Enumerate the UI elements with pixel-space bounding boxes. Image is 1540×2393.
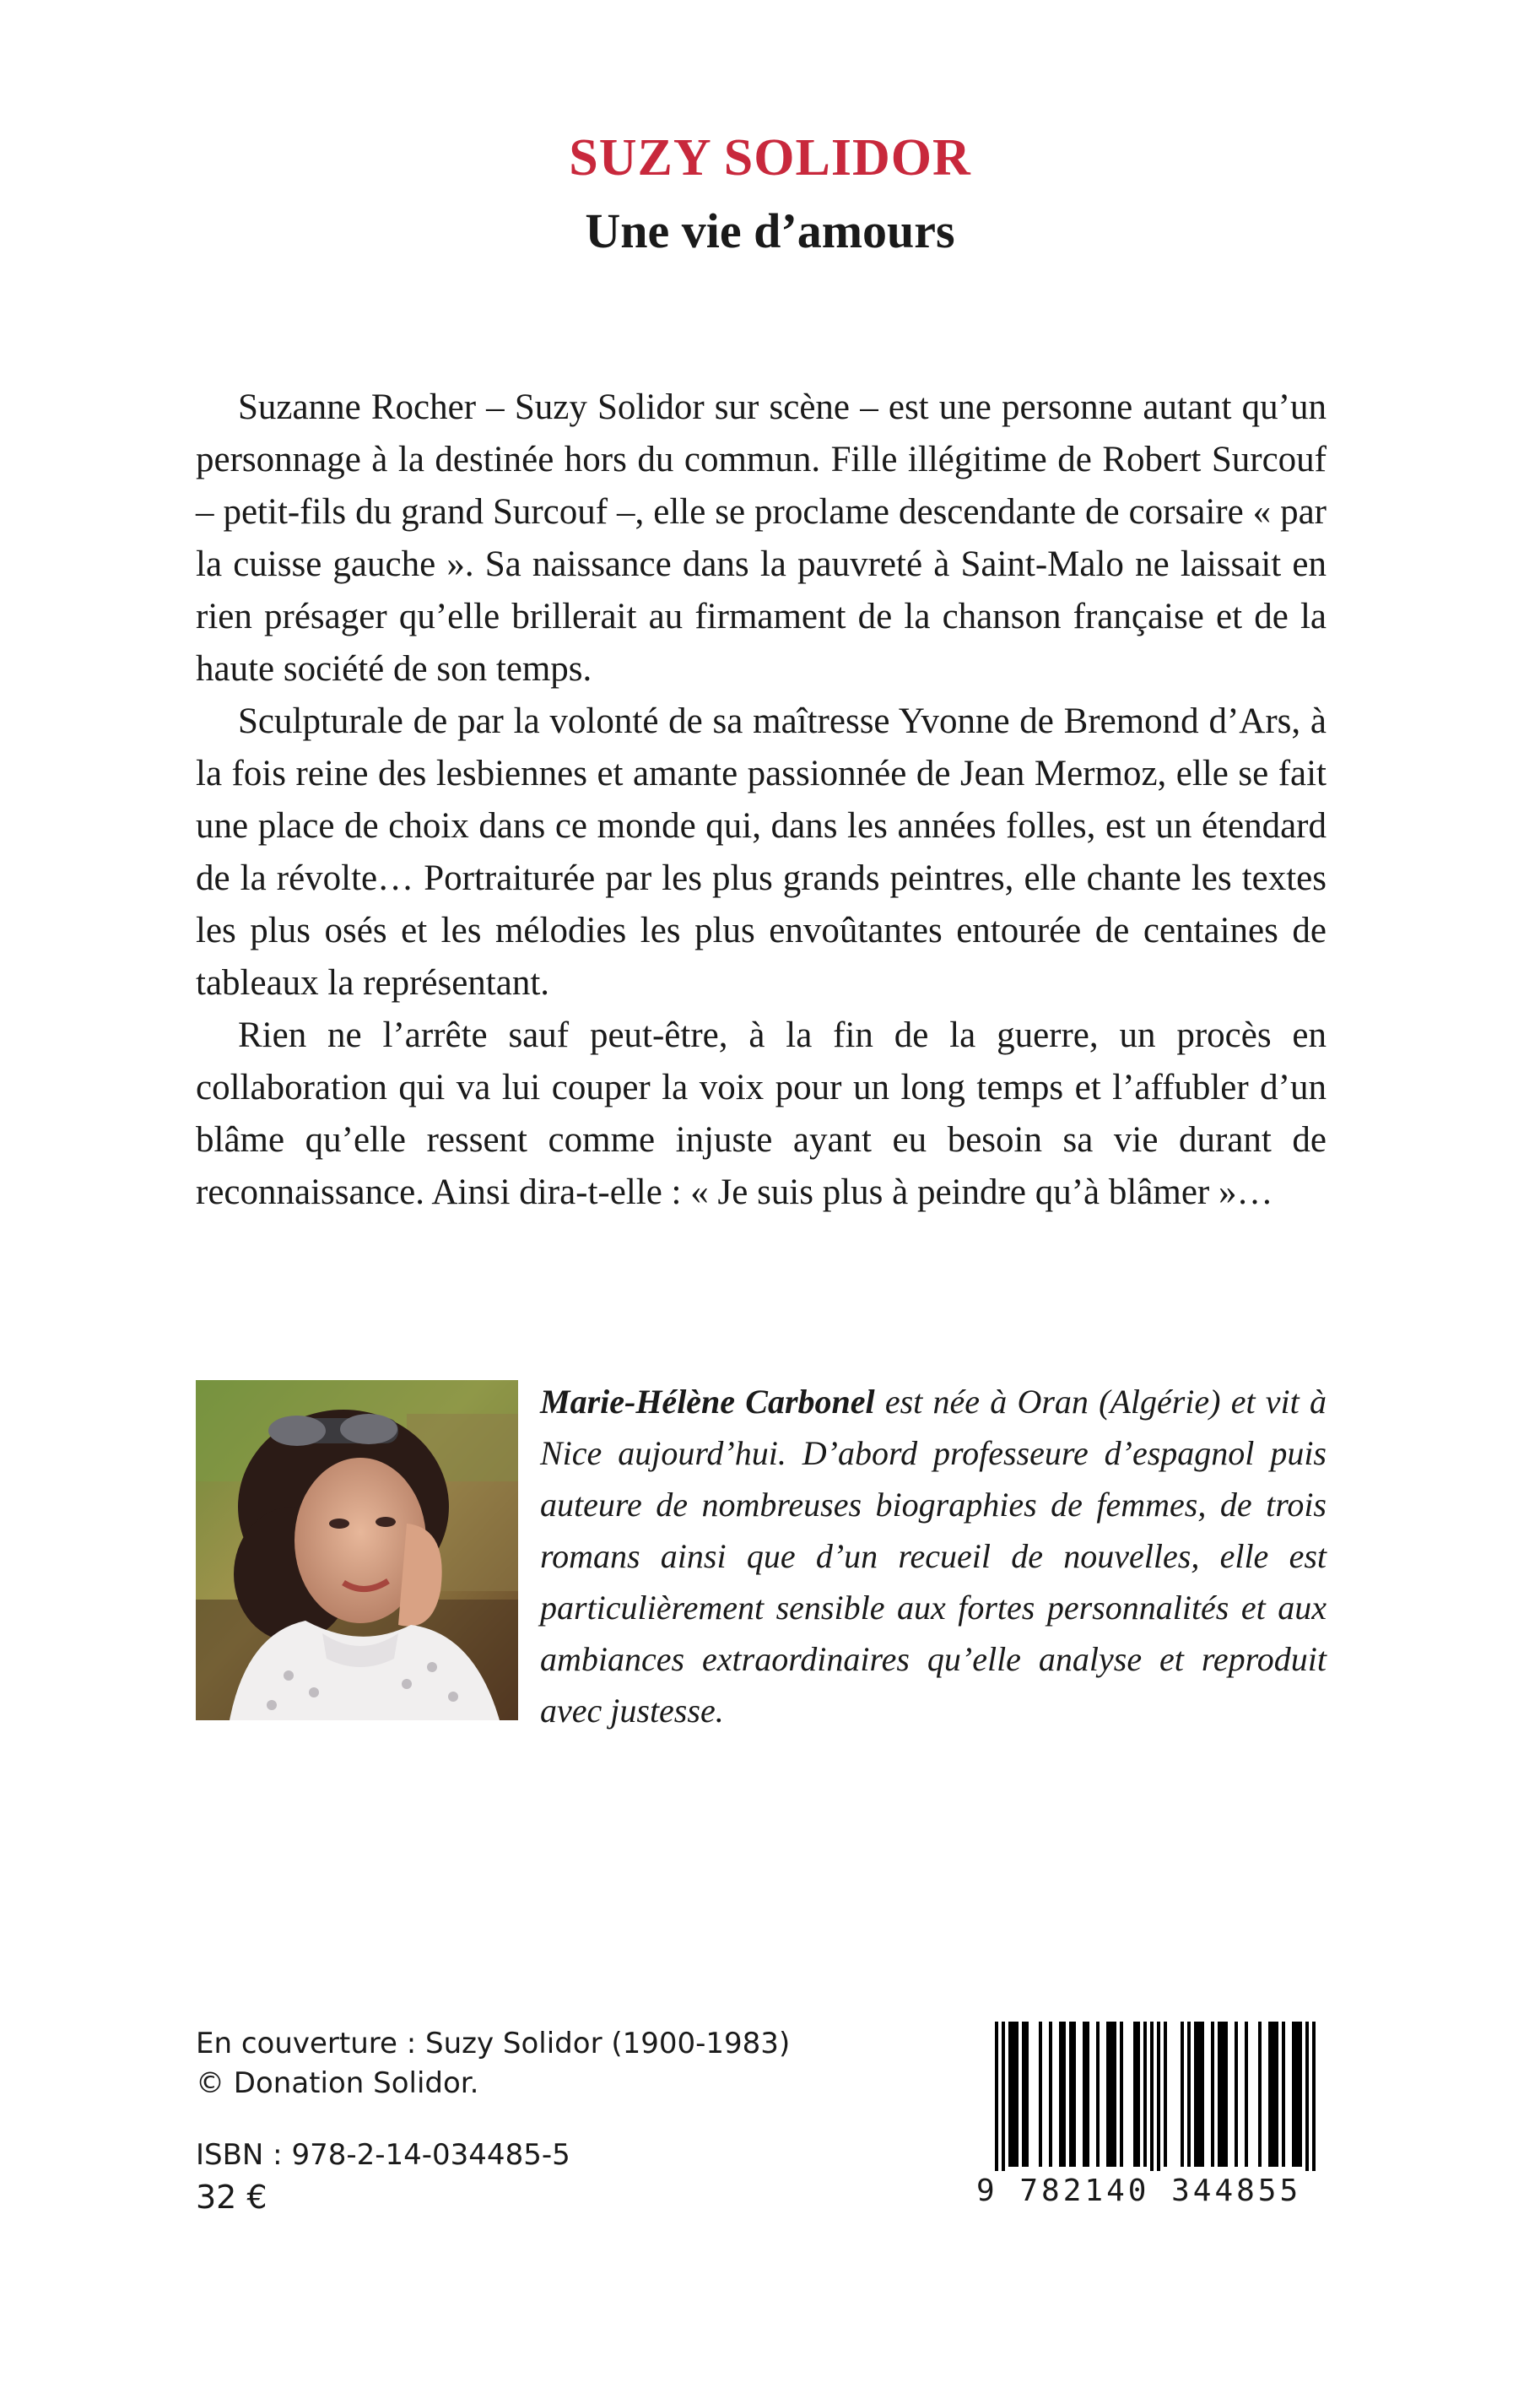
barcode-bar [1194,2022,1197,2167]
blurb-paragraph-2: Sculpturale de par la volonté de sa maîtresse Yvonne de Bremond d’Ars, à la fois reine des lesbiennes et amante passionnée de Jean Mermoz, elle se fait une place de choix dans ce monde qui, dans les années folles, est un étendard de la révolte… Portraiturée par les plus grands peintres, elle chante les textes les plus osés et les mélodies les plus envoûtantes entourée de centaines de tableaux la représentant. [196,701,1327,1003]
barcode-bar [1268,2022,1272,2167]
barcode-bar [1083,2022,1086,2167]
book-subtitle: Une vie d’amours [585,203,955,258]
barcode-bar [1201,2022,1204,2167]
barcode-bar [1008,2022,1012,2167]
barcode-bar [1120,2022,1123,2167]
barcode-bar [1292,2022,1295,2167]
barcode-bar [1187,2022,1191,2167]
barcode-bar [1150,2022,1154,2182]
barcode-bar [1012,2022,1015,2167]
barcode-bar [1299,2022,1302,2167]
cover-credit-line: En couverture : Suzy Solidor (1900-1983) [196,2027,791,2060]
back-cover-blurb [196,382,1327,1219]
barcode-bar [1049,2022,1052,2167]
barcode-bar [1305,2022,1309,2182]
barcode-bar [1224,2022,1228,2167]
barcode-bar [1272,2022,1275,2167]
author-name: Marie-Hélène Carbonel [540,1383,875,1421]
barcode-bar [1312,2022,1316,2182]
barcode-lead-digit: 9 [976,2174,998,2208]
barcode-bar [1157,2022,1160,2182]
barcode-bar [1069,2022,1073,2167]
book-title: SUZY SOLIDOR [569,129,971,187]
barcode-bar [1211,2022,1214,2167]
barcode-bar [1106,2022,1110,2167]
barcode-bar [1282,2022,1285,2167]
barcode-bar [1181,2022,1184,2167]
barcode-bar [1143,2022,1147,2167]
blurb-paragraph-1: Suzanne Rocher – Suzy Solidor sur scène – est une personne autant qu’un personnage à la destinée hors du commun. Fille illégitime de Robert Surcouf – petit-fils du grand Surcouf –, elle se proclame descendante de corsaire « par la cuisse gauche ». Sa naissance dans la pauvreté à Saint-Malo ne laissait en rien présager qu’elle brillerait au firmament de la chanson française et de la haute société de son temps. [196,387,1327,689]
barcode-bar [1258,2022,1262,2167]
barcode-bar [1221,2022,1224,2167]
barcode-digits [976,2171,1327,2212]
barcode-bar [1295,2022,1299,2167]
barcode-bar [1113,2022,1116,2167]
barcode-bar [1062,2022,1066,2167]
author-bio-text: est née à Oran (Algérie) et vit à Nice aujourd’hui. D’abord professeure d’espagnol puis auteure de nombreuses biographies de femmes, de trois romans ainsi que d’un recueil de nouvelles, elle est particulièrement sensible aux fortes personnalités et aux ambiances extraordinaires qu’elle analyse et reproduit avec justesse. [540,1383,1327,1730]
barcode-left-digits: 782140 [1019,2174,1150,2208]
barcode-bar [1096,2022,1100,2167]
barcode-bar [1245,2022,1248,2167]
copyright-line: © Donation Solidor. [196,2066,479,2100]
cover-credits [196,2024,790,2103]
barcode-bar [1218,2022,1221,2167]
barcode-bar [1110,2022,1113,2167]
barcode-bar [1235,2022,1238,2167]
barcode-bar [1197,2022,1201,2167]
barcode-bar [1039,2022,1042,2167]
barcode-bar [995,2022,998,2182]
isbn-text: ISBN : 978-2-14-034485-5 [196,2138,570,2172]
barcode-bar [1025,2022,1029,2167]
author-photo [196,1380,518,1720]
barcode-bar [1015,2022,1019,2167]
barcode-bar [1275,2022,1278,2167]
barcode-bar [1164,2022,1167,2167]
price-text: 32 € [196,2179,267,2216]
barcode-bar [1059,2022,1062,2167]
barcode-bar [1086,2022,1089,2167]
barcode-bar [1073,2022,1076,2167]
barcode-right-digits: 344855 [1171,2174,1302,2208]
barcode-bar [1022,2022,1025,2167]
blurb-paragraph-3: Rien ne l’arrête sauf peut-être, à la fin de la guerre, un procès en collaboration qui va lui couper la voix pour un long temps et l’affubler d’un blâme qu’elle ressent comme injuste ayant eu besoin sa vie durant de reconnaissance. Ainsi dira-t-elle : « Je suis plus à peindre qu’à blâmer »… [196,1015,1327,1212]
barcode-bar [1133,2022,1137,2167]
barcode-bar [1002,2022,1005,2182]
isbn-price-block [196,2134,570,2218]
barcode-bar [1137,2022,1140,2167]
author-bio [540,1376,1327,1736]
